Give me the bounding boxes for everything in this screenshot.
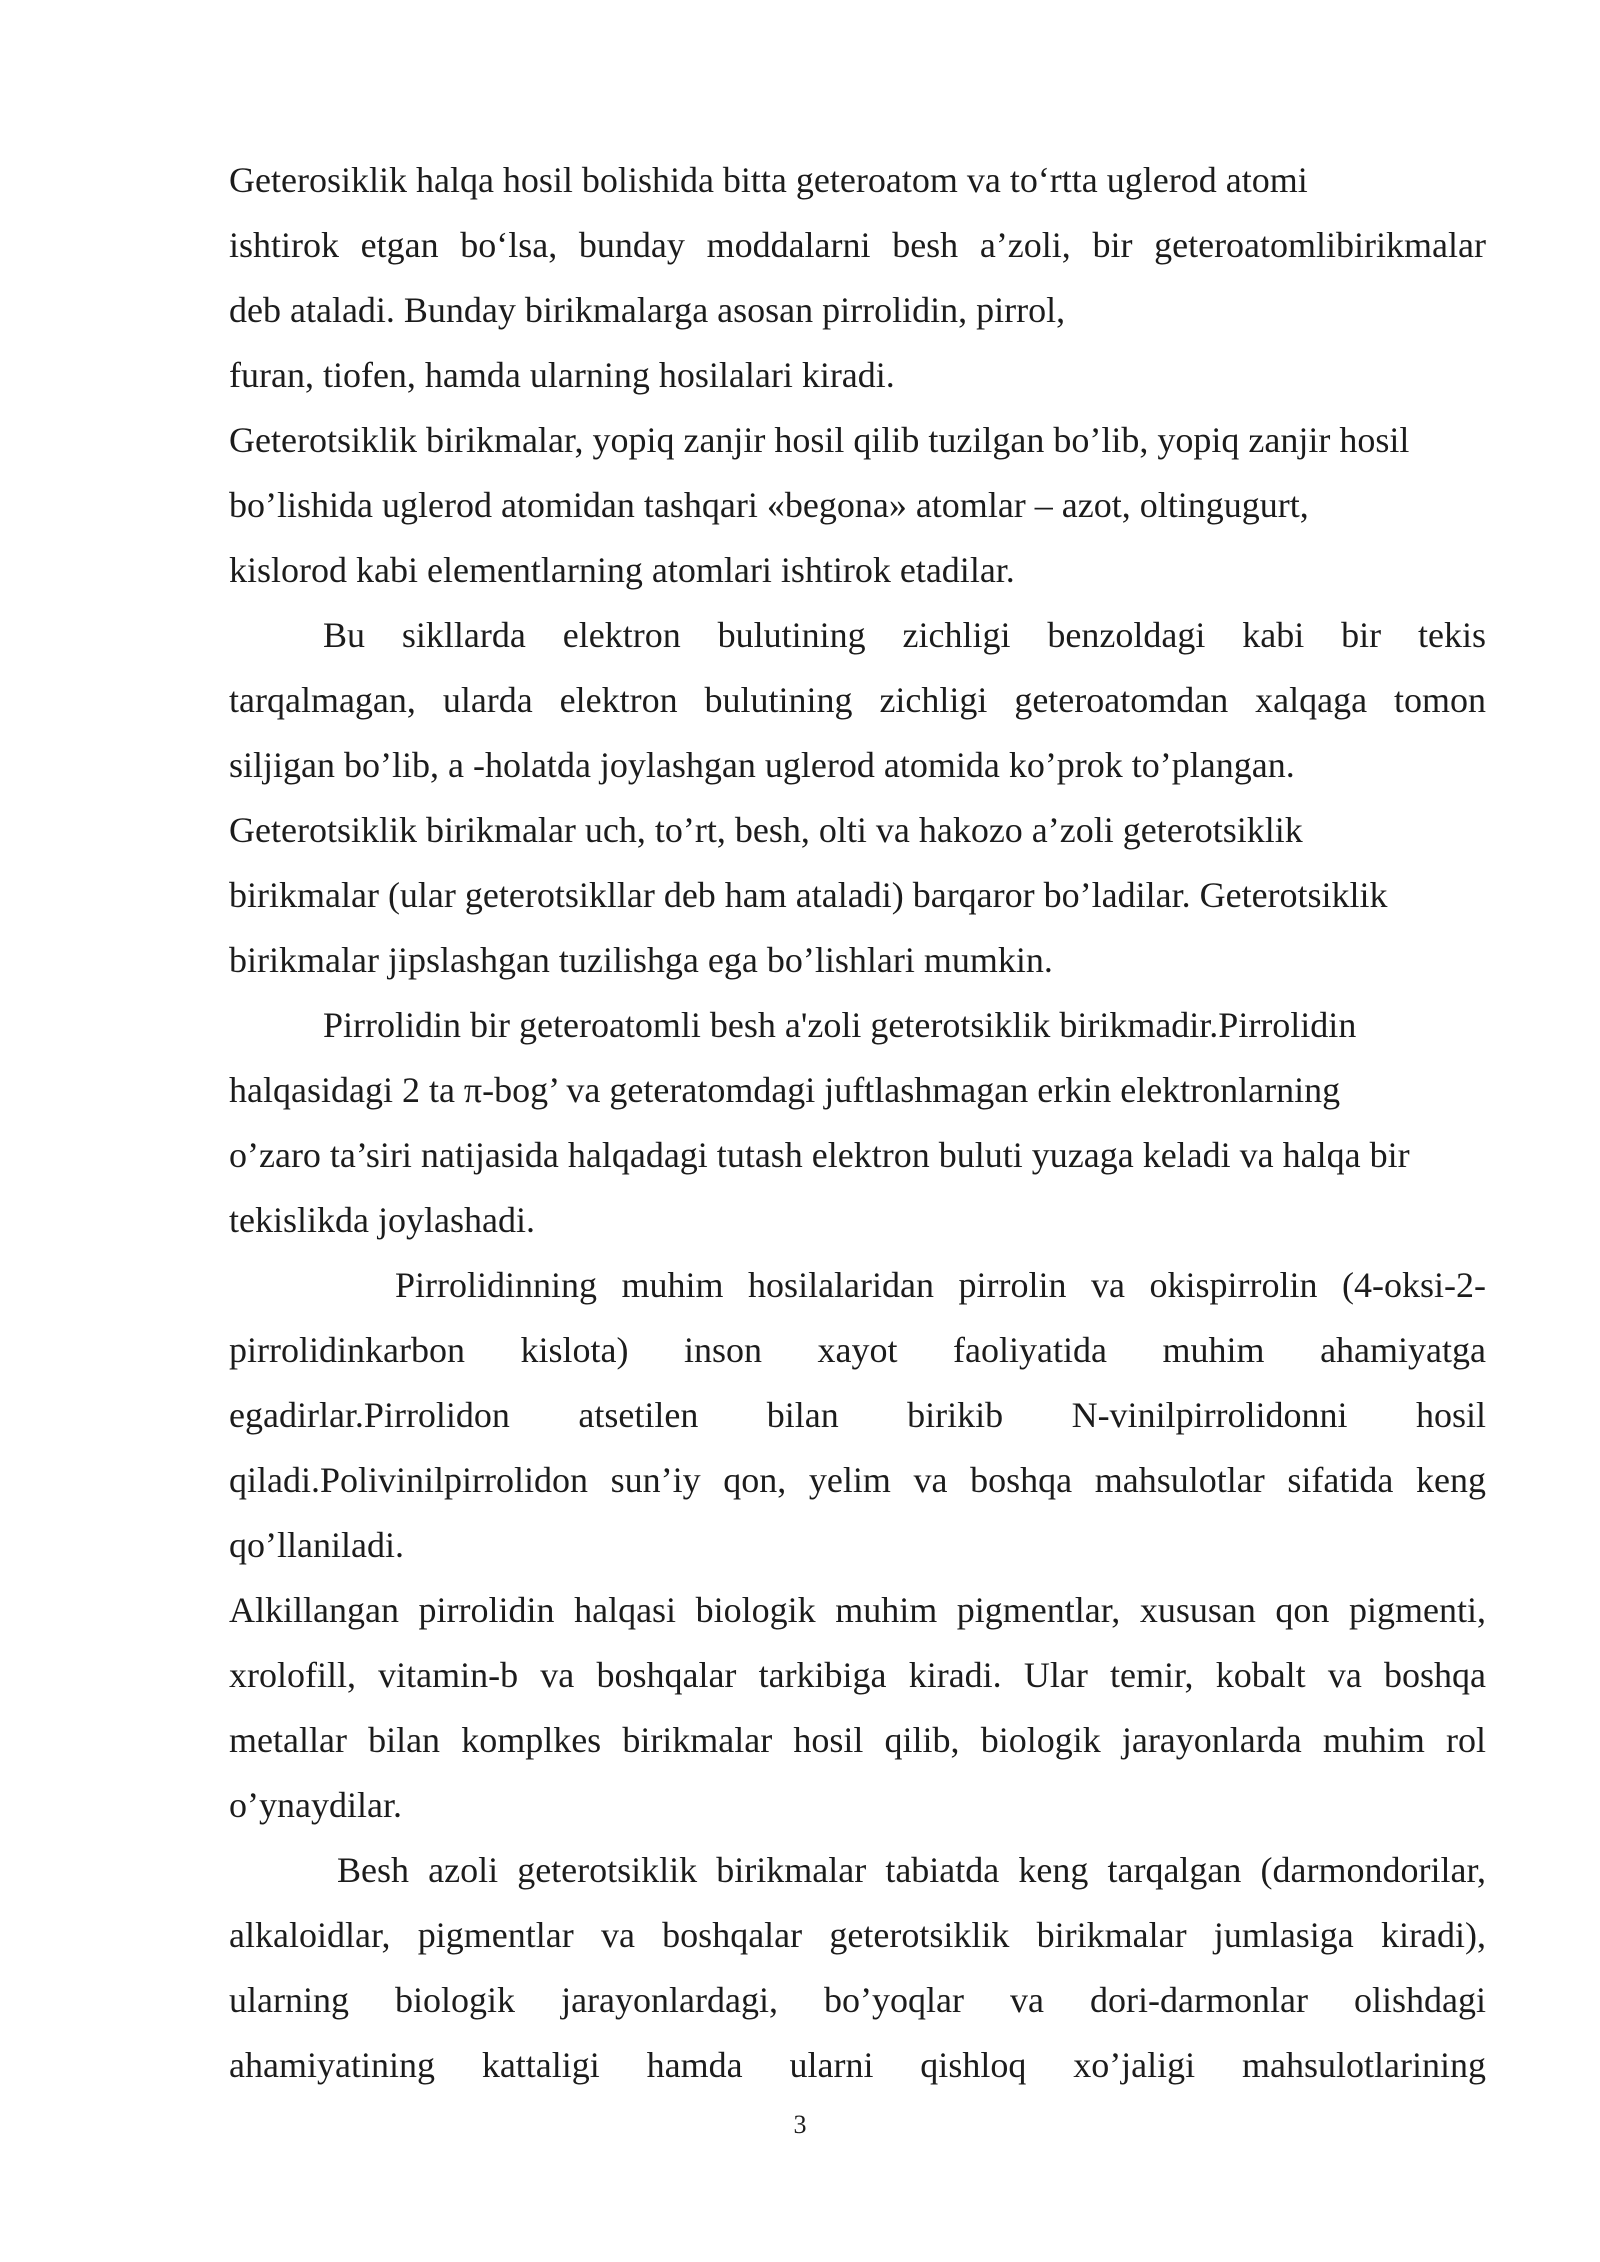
- page-number: 3: [793, 2110, 807, 2139]
- text-line: Besh azoli geterotsiklik birikmalar tabiatda keng tarqalgan (darmondorilar,: [337, 1850, 1486, 1890]
- text-line: tekislikda joylashadi.: [229, 1200, 535, 1240]
- body-text: [229, 148, 1486, 2098]
- text-line: pirrolidinkarbon kislota) inson xayot faoliyatida muhim ahamiyatga: [229, 1330, 1486, 1370]
- text-line: ularning biologik jarayonlardagi, bo’yoqlar va dori-darmonlar olishdagi: [229, 1980, 1486, 2020]
- text-line: egadirlar.Pirrolidon atsetilen bilan birikib N-vinilpirrolidonni hosil: [229, 1395, 1486, 1435]
- text-line: halqasidagi 2 ta π-bog’ va geteratomdagi juftlashmagan erkin elektronlarning: [229, 1070, 1341, 1110]
- paragraph-8: [229, 1838, 1486, 2098]
- text-line: metallar bilan komplkes birikmalar hosil qilib, biologik jarayonlarda muhim rol: [229, 1720, 1486, 1760]
- text-line: Geterotsiklik birikmalar, yopiq zanjir hosil qilib tuzilgan bo’lib, yopiq zanjir hosil: [229, 420, 1410, 460]
- text-line: xrolofill, vitamin-b va boshqalar tarkibiga kiradi. Ular temir, kobalt va boshqa: [229, 1655, 1486, 1695]
- paragraph-2: [229, 408, 1486, 603]
- text-line: tarqalmagan, ularda elektron bulutining zichligi geteroatomdan xalqaga tomon: [229, 680, 1486, 720]
- text-line: qo’llaniladi.: [229, 1525, 404, 1565]
- text-line: ahamiyatining kattaligi hamda ularni qishloq xo’jaligi mahsulotlarining: [229, 2045, 1486, 2085]
- text-line: o’ynaydilar.: [229, 1785, 402, 1825]
- text-line: qiladi.Polivinilpirrolidon sun’iy qon, yelim va boshqa mahsulotlar sifatida keng: [229, 1460, 1486, 1500]
- text-line: Geterosiklik halqa hosil bolishida bitta geteroatom va to‘rtta uglerod atomi: [229, 160, 1308, 200]
- paragraph-5: [229, 993, 1486, 1253]
- text-line: birikmalar jipslashgan tuzilishga ega bo’lishlari mumkin.: [229, 940, 1053, 980]
- text-line: ishtirok etgan bo‘lsa, bunday moddalarni besh a’zoli, bir geteroatomlibirikmalar: [229, 225, 1486, 265]
- paragraph-3: [229, 603, 1486, 798]
- text-line: Geterotsiklik birikmalar uch, to’rt, besh, olti va hakozo a’zoli geterotsiklik: [229, 810, 1303, 850]
- text-line: bo’lishida uglerod atomidan tashqari «begona» atomlar – azot, oltingugurt,: [229, 485, 1309, 525]
- text-line: kislorod kabi elementlarning atomlari ishtirok etadilar.: [229, 550, 1015, 590]
- text-line: siljigan bo’lib, a -holatda joylashgan uglerod atomida ko’prok to’plangan.: [229, 745, 1295, 785]
- text-line: furan, tiofen, hamda ularning hosilalari kiradi.: [229, 355, 895, 395]
- text-line: Pirrolidin bir geteroatomli besh a'zoli geterotsiklik birikmadir.Pirrolidin: [323, 1005, 1357, 1045]
- text-line: o’zaro ta’siri natijasida halqadagi tutash elektron buluti yuzaga keladi va halqa bir: [229, 1135, 1410, 1175]
- text-line: birikmalar (ular geterotsikllar deb ham ataladi) barqaror bo’ladilar. Geterotsiklik: [229, 875, 1388, 915]
- paragraph-6: [229, 1253, 1486, 1578]
- text-line: Alkillangan pirrolidin halqasi biologik muhim pigmentlar, xususan qon pigmenti,: [229, 1590, 1486, 1630]
- text-line: deb ataladi. Bunday birikmalarga asosan pirrolidin, pirrol,: [229, 290, 1066, 330]
- text-line: Bu sikllarda elektron bulutining zichligi benzoldagi kabi bir tekis: [323, 615, 1486, 655]
- paragraph-7: [229, 1578, 1486, 1838]
- paragraph-4: [229, 798, 1486, 993]
- paragraph-1: [229, 148, 1486, 408]
- text-line: alkaloidlar, pigmentlar va boshqalar geterotsiklik birikmalar jumlasiga kiradi),: [229, 1915, 1486, 1955]
- text-line: Pirrolidinning muhim hosilalaridan pirrolin va okispirrolin (4-oksi-2-: [395, 1265, 1486, 1305]
